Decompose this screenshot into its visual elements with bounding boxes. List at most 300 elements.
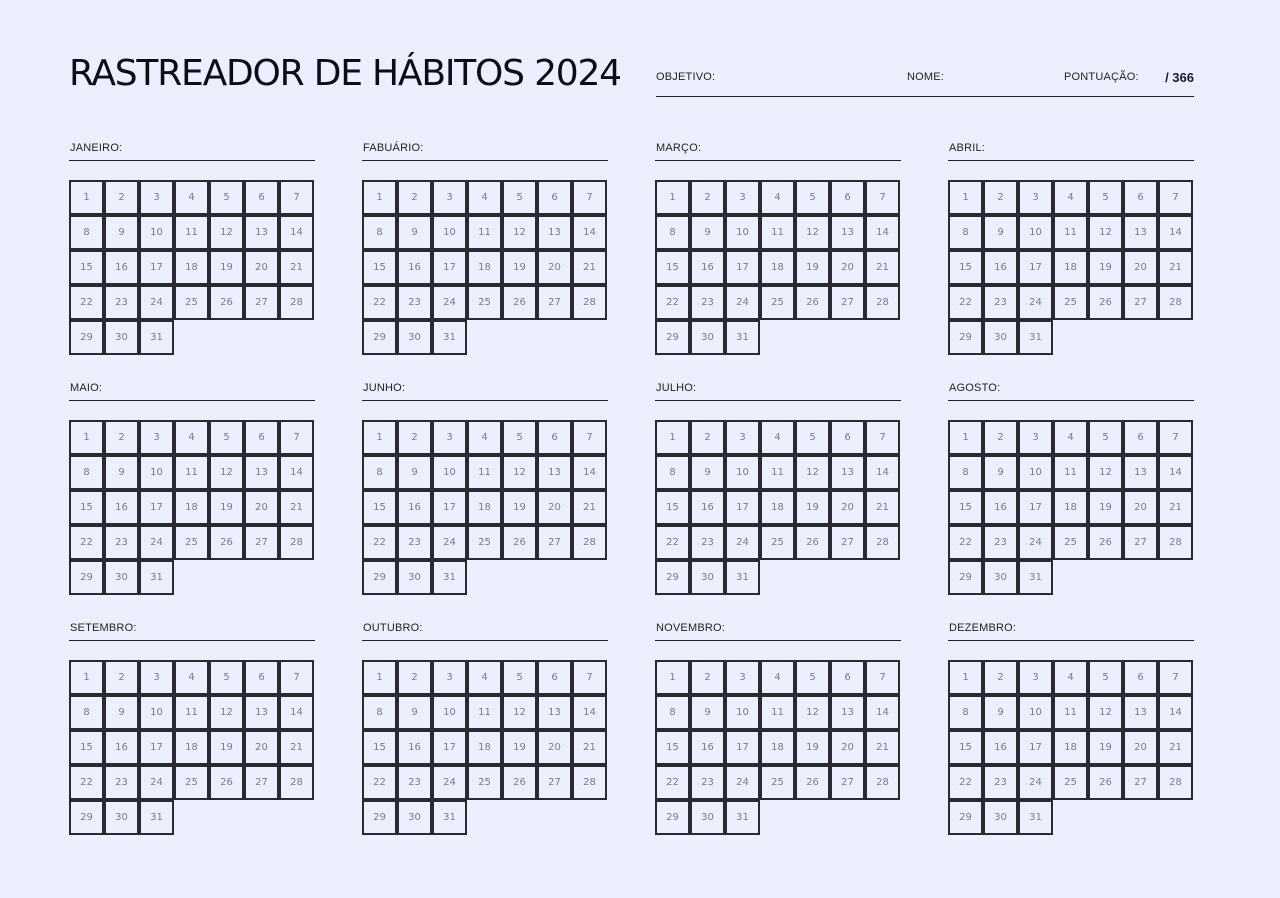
day-cell[interactable]: 4 (467, 420, 502, 455)
day-cell[interactable]: 18 (174, 730, 209, 765)
day-cell[interactable]: 27 (244, 525, 279, 560)
day-cell[interactable]: 17 (1018, 250, 1053, 285)
day-cell[interactable]: 14 (865, 215, 900, 250)
day-cell[interactable]: 10 (1018, 695, 1053, 730)
day-cell[interactable]: 10 (432, 695, 467, 730)
day-cell[interactable]: 10 (139, 695, 174, 730)
day-cell[interactable]: 27 (1123, 285, 1158, 320)
day-cell[interactable]: 18 (467, 490, 502, 525)
day-cell[interactable]: 4 (174, 180, 209, 215)
day-cell[interactable]: 11 (1053, 695, 1088, 730)
day-cell[interactable]: 1 (362, 180, 397, 215)
day-cell[interactable]: 31 (725, 560, 760, 595)
day-cell[interactable]: 6 (830, 420, 865, 455)
day-cell[interactable]: 2 (690, 420, 725, 455)
day-cell[interactable]: 22 (948, 765, 983, 800)
day-cell[interactable]: 22 (69, 765, 104, 800)
day-cell[interactable]: 19 (209, 250, 244, 285)
day-cell[interactable]: 21 (1158, 490, 1193, 525)
day-cell[interactable]: 14 (572, 695, 607, 730)
day-cell[interactable]: 25 (174, 285, 209, 320)
day-cell[interactable]: 21 (865, 490, 900, 525)
day-cell[interactable]: 9 (690, 215, 725, 250)
day-cell[interactable]: 30 (983, 800, 1018, 835)
day-cell[interactable]: 8 (655, 695, 690, 730)
day-cell[interactable]: 11 (174, 455, 209, 490)
day-cell[interactable]: 30 (104, 320, 139, 355)
day-cell[interactable]: 2 (397, 180, 432, 215)
day-cell[interactable]: 20 (244, 490, 279, 525)
day-cell[interactable]: 31 (432, 800, 467, 835)
day-cell[interactable]: 15 (948, 730, 983, 765)
day-cell[interactable]: 23 (983, 765, 1018, 800)
day-cell[interactable]: 17 (139, 730, 174, 765)
day-cell[interactable]: 26 (1088, 765, 1123, 800)
day-cell[interactable]: 1 (69, 660, 104, 695)
day-cell[interactable]: 4 (760, 660, 795, 695)
day-cell[interactable]: 30 (104, 560, 139, 595)
day-cell[interactable]: 6 (244, 660, 279, 695)
day-cell[interactable]: 14 (279, 215, 314, 250)
day-cell[interactable]: 2 (690, 660, 725, 695)
day-cell[interactable]: 17 (139, 250, 174, 285)
day-cell[interactable]: 5 (1088, 180, 1123, 215)
day-cell[interactable]: 11 (174, 695, 209, 730)
day-cell[interactable]: 15 (69, 490, 104, 525)
day-cell[interactable]: 18 (174, 250, 209, 285)
day-cell[interactable]: 18 (760, 490, 795, 525)
day-cell[interactable]: 27 (537, 285, 572, 320)
day-cell[interactable]: 3 (725, 180, 760, 215)
day-cell[interactable]: 27 (1123, 525, 1158, 560)
day-cell[interactable]: 2 (690, 180, 725, 215)
day-cell[interactable]: 18 (760, 250, 795, 285)
day-cell[interactable]: 29 (362, 560, 397, 595)
day-cell[interactable]: 23 (690, 525, 725, 560)
day-cell[interactable]: 8 (69, 455, 104, 490)
day-cell[interactable]: 16 (690, 490, 725, 525)
day-cell[interactable]: 31 (139, 320, 174, 355)
day-cell[interactable]: 17 (725, 490, 760, 525)
day-cell[interactable]: 31 (1018, 800, 1053, 835)
day-cell[interactable]: 21 (572, 490, 607, 525)
day-cell[interactable]: 16 (983, 730, 1018, 765)
day-cell[interactable]: 29 (655, 320, 690, 355)
day-cell[interactable]: 4 (760, 420, 795, 455)
day-cell[interactable]: 17 (1018, 490, 1053, 525)
day-cell[interactable]: 17 (432, 250, 467, 285)
day-cell[interactable]: 30 (397, 560, 432, 595)
day-cell[interactable]: 24 (1018, 765, 1053, 800)
day-cell[interactable]: 16 (690, 250, 725, 285)
day-cell[interactable]: 22 (362, 765, 397, 800)
day-cell[interactable]: 28 (1158, 285, 1193, 320)
day-cell[interactable]: 16 (104, 490, 139, 525)
day-cell[interactable]: 12 (795, 215, 830, 250)
day-cell[interactable]: 12 (1088, 455, 1123, 490)
day-cell[interactable]: 23 (104, 765, 139, 800)
day-cell[interactable]: 10 (139, 215, 174, 250)
day-cell[interactable]: 7 (1158, 180, 1193, 215)
day-cell[interactable]: 20 (244, 250, 279, 285)
day-cell[interactable]: 17 (725, 250, 760, 285)
day-cell[interactable]: 29 (655, 800, 690, 835)
day-cell[interactable]: 9 (690, 455, 725, 490)
day-cell[interactable]: 10 (139, 455, 174, 490)
day-cell[interactable]: 31 (139, 800, 174, 835)
day-cell[interactable]: 1 (655, 420, 690, 455)
day-cell[interactable]: 13 (1123, 695, 1158, 730)
day-cell[interactable]: 14 (279, 455, 314, 490)
day-cell[interactable]: 31 (1018, 320, 1053, 355)
day-cell[interactable]: 8 (362, 455, 397, 490)
day-cell[interactable]: 14 (279, 695, 314, 730)
day-cell[interactable]: 7 (572, 180, 607, 215)
day-cell[interactable]: 3 (1018, 420, 1053, 455)
day-cell[interactable]: 20 (1123, 250, 1158, 285)
day-cell[interactable]: 17 (139, 490, 174, 525)
day-cell[interactable]: 8 (69, 215, 104, 250)
day-cell[interactable]: 30 (397, 320, 432, 355)
day-cell[interactable]: 1 (69, 180, 104, 215)
day-cell[interactable]: 5 (502, 420, 537, 455)
day-cell[interactable]: 7 (1158, 420, 1193, 455)
day-cell[interactable]: 5 (209, 420, 244, 455)
day-cell[interactable]: 3 (139, 660, 174, 695)
day-cell[interactable]: 6 (244, 420, 279, 455)
day-cell[interactable]: 5 (1088, 660, 1123, 695)
day-cell[interactable]: 16 (104, 250, 139, 285)
day-cell[interactable]: 31 (1018, 560, 1053, 595)
day-cell[interactable]: 26 (795, 525, 830, 560)
day-cell[interactable]: 28 (279, 285, 314, 320)
day-cell[interactable]: 7 (572, 660, 607, 695)
day-cell[interactable]: 13 (537, 455, 572, 490)
day-cell[interactable]: 15 (655, 250, 690, 285)
day-cell[interactable]: 11 (174, 215, 209, 250)
day-cell[interactable]: 7 (1158, 660, 1193, 695)
day-cell[interactable]: 22 (69, 285, 104, 320)
day-cell[interactable]: 29 (655, 560, 690, 595)
day-cell[interactable]: 10 (432, 215, 467, 250)
day-cell[interactable]: 9 (983, 215, 1018, 250)
day-cell[interactable]: 16 (104, 730, 139, 765)
day-cell[interactable]: 7 (572, 420, 607, 455)
day-cell[interactable]: 28 (279, 765, 314, 800)
day-cell[interactable]: 24 (139, 285, 174, 320)
day-cell[interactable]: 2 (983, 660, 1018, 695)
day-cell[interactable]: 10 (1018, 455, 1053, 490)
day-cell[interactable]: 11 (1053, 455, 1088, 490)
day-cell[interactable]: 21 (572, 730, 607, 765)
day-cell[interactable]: 29 (69, 560, 104, 595)
day-cell[interactable]: 17 (1018, 730, 1053, 765)
day-cell[interactable]: 2 (983, 180, 1018, 215)
day-cell[interactable]: 19 (795, 730, 830, 765)
day-cell[interactable]: 2 (983, 420, 1018, 455)
day-cell[interactable]: 8 (69, 695, 104, 730)
day-cell[interactable]: 22 (655, 285, 690, 320)
day-cell[interactable]: 21 (279, 250, 314, 285)
day-cell[interactable]: 8 (655, 215, 690, 250)
day-cell[interactable]: 14 (865, 695, 900, 730)
day-cell[interactable]: 28 (1158, 525, 1193, 560)
day-cell[interactable]: 28 (572, 765, 607, 800)
day-cell[interactable]: 7 (865, 420, 900, 455)
day-cell[interactable]: 8 (948, 695, 983, 730)
day-cell[interactable]: 27 (830, 765, 865, 800)
day-cell[interactable]: 12 (1088, 695, 1123, 730)
day-cell[interactable]: 24 (1018, 285, 1053, 320)
day-cell[interactable]: 28 (865, 285, 900, 320)
day-cell[interactable]: 13 (1123, 455, 1158, 490)
day-cell[interactable]: 6 (1123, 180, 1158, 215)
day-cell[interactable]: 3 (432, 180, 467, 215)
day-cell[interactable]: 2 (397, 420, 432, 455)
day-cell[interactable]: 14 (572, 455, 607, 490)
day-cell[interactable]: 26 (209, 765, 244, 800)
day-cell[interactable]: 4 (1053, 660, 1088, 695)
day-cell[interactable]: 25 (174, 765, 209, 800)
day-cell[interactable]: 25 (467, 765, 502, 800)
day-cell[interactable]: 8 (362, 695, 397, 730)
day-cell[interactable]: 24 (139, 525, 174, 560)
day-cell[interactable]: 9 (397, 215, 432, 250)
day-cell[interactable]: 6 (830, 180, 865, 215)
day-cell[interactable]: 1 (948, 420, 983, 455)
day-cell[interactable]: 31 (432, 320, 467, 355)
day-cell[interactable]: 25 (467, 525, 502, 560)
day-cell[interactable]: 23 (397, 285, 432, 320)
day-cell[interactable]: 10 (725, 455, 760, 490)
day-cell[interactable]: 16 (983, 490, 1018, 525)
day-cell[interactable]: 16 (397, 730, 432, 765)
day-cell[interactable]: 21 (865, 250, 900, 285)
day-cell[interactable]: 4 (1053, 180, 1088, 215)
day-cell[interactable]: 22 (362, 285, 397, 320)
day-cell[interactable]: 9 (983, 695, 1018, 730)
day-cell[interactable]: 13 (830, 455, 865, 490)
day-cell[interactable]: 3 (725, 660, 760, 695)
day-cell[interactable]: 12 (502, 455, 537, 490)
day-cell[interactable]: 9 (104, 695, 139, 730)
day-cell[interactable]: 10 (725, 695, 760, 730)
day-cell[interactable]: 13 (537, 215, 572, 250)
day-cell[interactable]: 24 (725, 285, 760, 320)
day-cell[interactable]: 14 (1158, 695, 1193, 730)
day-cell[interactable]: 18 (1053, 490, 1088, 525)
day-cell[interactable]: 9 (983, 455, 1018, 490)
day-cell[interactable]: 25 (467, 285, 502, 320)
day-cell[interactable]: 31 (139, 560, 174, 595)
day-cell[interactable]: 16 (397, 490, 432, 525)
day-cell[interactable]: 26 (502, 765, 537, 800)
day-cell[interactable]: 20 (830, 250, 865, 285)
day-cell[interactable]: 1 (362, 660, 397, 695)
day-cell[interactable]: 2 (104, 420, 139, 455)
day-cell[interactable]: 19 (1088, 730, 1123, 765)
day-cell[interactable]: 20 (537, 730, 572, 765)
day-cell[interactable]: 25 (1053, 765, 1088, 800)
day-cell[interactable]: 5 (502, 180, 537, 215)
day-cell[interactable]: 29 (69, 800, 104, 835)
day-cell[interactable]: 21 (279, 730, 314, 765)
day-cell[interactable]: 3 (432, 660, 467, 695)
day-cell[interactable]: 17 (725, 730, 760, 765)
day-cell[interactable]: 2 (104, 180, 139, 215)
day-cell[interactable]: 18 (467, 730, 502, 765)
day-cell[interactable]: 4 (174, 420, 209, 455)
day-cell[interactable]: 20 (830, 730, 865, 765)
day-cell[interactable]: 21 (1158, 250, 1193, 285)
day-cell[interactable]: 17 (432, 490, 467, 525)
day-cell[interactable]: 22 (655, 525, 690, 560)
day-cell[interactable]: 11 (760, 695, 795, 730)
day-cell[interactable]: 4 (467, 180, 502, 215)
day-cell[interactable]: 30 (983, 560, 1018, 595)
day-cell[interactable]: 4 (174, 660, 209, 695)
day-cell[interactable]: 16 (983, 250, 1018, 285)
day-cell[interactable]: 5 (502, 660, 537, 695)
day-cell[interactable]: 27 (830, 285, 865, 320)
day-cell[interactable]: 18 (1053, 730, 1088, 765)
day-cell[interactable]: 31 (432, 560, 467, 595)
day-cell[interactable]: 6 (537, 660, 572, 695)
day-cell[interactable]: 23 (397, 765, 432, 800)
day-cell[interactable]: 30 (690, 560, 725, 595)
day-cell[interactable]: 18 (174, 490, 209, 525)
day-cell[interactable]: 15 (948, 250, 983, 285)
day-cell[interactable]: 5 (209, 660, 244, 695)
day-cell[interactable]: 24 (432, 525, 467, 560)
day-cell[interactable]: 19 (1088, 490, 1123, 525)
day-cell[interactable]: 15 (362, 490, 397, 525)
day-cell[interactable]: 14 (572, 215, 607, 250)
day-cell[interactable]: 7 (279, 180, 314, 215)
day-cell[interactable]: 20 (830, 490, 865, 525)
day-cell[interactable]: 26 (795, 765, 830, 800)
day-cell[interactable]: 26 (209, 285, 244, 320)
day-cell[interactable]: 8 (362, 215, 397, 250)
day-cell[interactable]: 26 (795, 285, 830, 320)
day-cell[interactable]: 20 (537, 490, 572, 525)
day-cell[interactable]: 29 (948, 560, 983, 595)
day-cell[interactable]: 26 (502, 285, 537, 320)
day-cell[interactable]: 6 (1123, 660, 1158, 695)
day-cell[interactable]: 24 (139, 765, 174, 800)
day-cell[interactable]: 19 (209, 490, 244, 525)
day-cell[interactable]: 30 (983, 320, 1018, 355)
day-cell[interactable]: 15 (362, 250, 397, 285)
day-cell[interactable]: 14 (1158, 455, 1193, 490)
day-cell[interactable]: 8 (948, 215, 983, 250)
day-cell[interactable]: 5 (209, 180, 244, 215)
day-cell[interactable]: 26 (1088, 285, 1123, 320)
day-cell[interactable]: 9 (397, 455, 432, 490)
day-cell[interactable]: 28 (572, 285, 607, 320)
day-cell[interactable]: 13 (244, 215, 279, 250)
day-cell[interactable]: 28 (279, 525, 314, 560)
day-cell[interactable]: 1 (655, 660, 690, 695)
day-cell[interactable]: 13 (537, 695, 572, 730)
day-cell[interactable]: 19 (795, 490, 830, 525)
day-cell[interactable]: 4 (467, 660, 502, 695)
day-cell[interactable]: 29 (362, 800, 397, 835)
day-cell[interactable]: 29 (362, 320, 397, 355)
day-cell[interactable]: 5 (795, 420, 830, 455)
day-cell[interactable]: 7 (279, 420, 314, 455)
day-cell[interactable]: 6 (830, 660, 865, 695)
day-cell[interactable]: 25 (1053, 285, 1088, 320)
day-cell[interactable]: 25 (1053, 525, 1088, 560)
day-cell[interactable]: 5 (1088, 420, 1123, 455)
day-cell[interactable]: 26 (502, 525, 537, 560)
day-cell[interactable]: 2 (397, 660, 432, 695)
day-cell[interactable]: 13 (830, 695, 865, 730)
day-cell[interactable]: 2 (104, 660, 139, 695)
day-cell[interactable]: 23 (397, 525, 432, 560)
day-cell[interactable]: 13 (244, 455, 279, 490)
day-cell[interactable]: 7 (865, 180, 900, 215)
day-cell[interactable]: 25 (760, 285, 795, 320)
day-cell[interactable]: 24 (725, 525, 760, 560)
day-cell[interactable]: 3 (139, 180, 174, 215)
day-cell[interactable]: 1 (948, 660, 983, 695)
day-cell[interactable]: 9 (397, 695, 432, 730)
day-cell[interactable]: 28 (865, 765, 900, 800)
day-cell[interactable]: 20 (244, 730, 279, 765)
day-cell[interactable]: 26 (1088, 525, 1123, 560)
day-cell[interactable]: 22 (948, 285, 983, 320)
day-cell[interactable]: 6 (537, 180, 572, 215)
day-cell[interactable]: 20 (1123, 730, 1158, 765)
day-cell[interactable]: 20 (1123, 490, 1158, 525)
day-cell[interactable]: 23 (104, 285, 139, 320)
day-cell[interactable]: 21 (1158, 730, 1193, 765)
day-cell[interactable]: 23 (690, 285, 725, 320)
day-cell[interactable]: 22 (69, 525, 104, 560)
day-cell[interactable]: 27 (537, 525, 572, 560)
day-cell[interactable]: 6 (1123, 420, 1158, 455)
day-cell[interactable]: 3 (139, 420, 174, 455)
day-cell[interactable]: 14 (865, 455, 900, 490)
day-cell[interactable]: 15 (655, 730, 690, 765)
day-cell[interactable]: 25 (760, 765, 795, 800)
day-cell[interactable]: 23 (983, 285, 1018, 320)
day-cell[interactable]: 7 (279, 660, 314, 695)
day-cell[interactable]: 12 (795, 455, 830, 490)
day-cell[interactable]: 13 (244, 695, 279, 730)
day-cell[interactable]: 10 (725, 215, 760, 250)
day-cell[interactable]: 24 (725, 765, 760, 800)
day-cell[interactable]: 25 (760, 525, 795, 560)
day-cell[interactable]: 5 (795, 660, 830, 695)
day-cell[interactable]: 23 (690, 765, 725, 800)
day-cell[interactable]: 19 (795, 250, 830, 285)
day-cell[interactable]: 27 (537, 765, 572, 800)
day-cell[interactable]: 18 (1053, 250, 1088, 285)
day-cell[interactable]: 15 (69, 250, 104, 285)
day-cell[interactable]: 31 (725, 320, 760, 355)
day-cell[interactable]: 3 (725, 420, 760, 455)
day-cell[interactable]: 9 (104, 215, 139, 250)
day-cell[interactable]: 28 (572, 525, 607, 560)
day-cell[interactable]: 15 (362, 730, 397, 765)
day-cell[interactable]: 24 (432, 765, 467, 800)
day-cell[interactable]: 26 (209, 525, 244, 560)
day-cell[interactable]: 20 (537, 250, 572, 285)
day-cell[interactable]: 12 (209, 455, 244, 490)
